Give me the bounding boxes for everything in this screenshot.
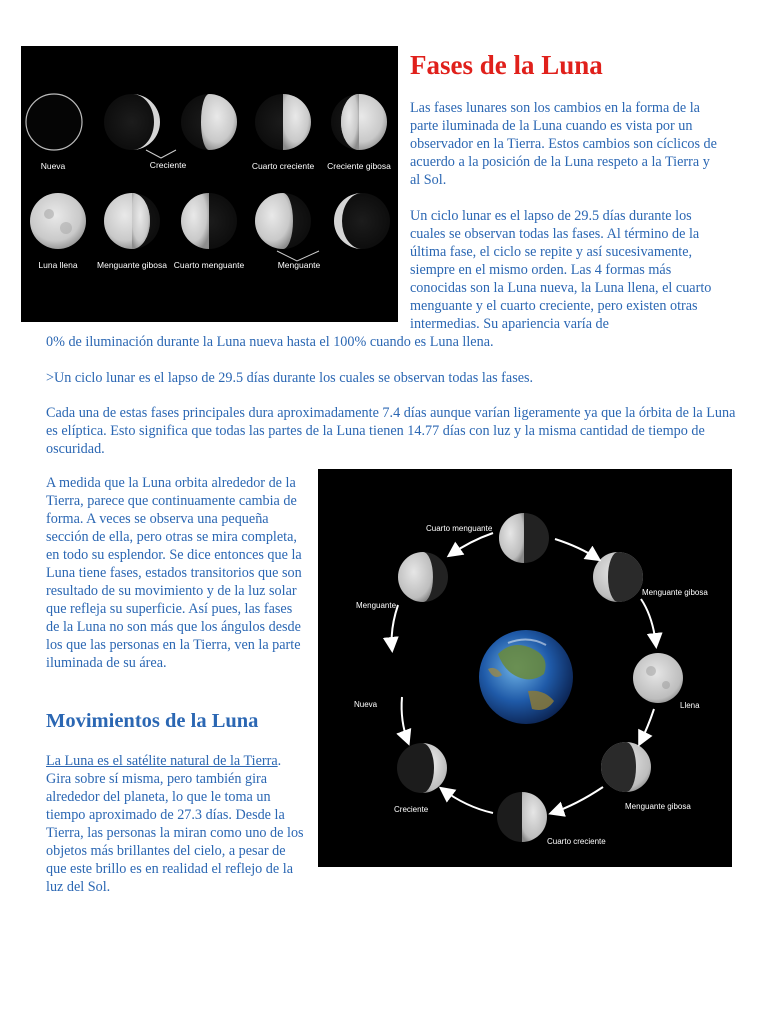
intro-paragraph-1 — [410, 99, 722, 189]
orbit-label-menguante-gibosa-top: Menguante gibosa — [642, 588, 708, 597]
orbit-moon-menguante-icon — [398, 552, 448, 602]
label-creciente: Creciente — [149, 160, 187, 170]
intro-paragraph-2-bottom — [46, 333, 726, 351]
orbit-moon-cuarto-creciente-icon — [497, 792, 547, 842]
orbit-moon-menguante-gibosa-bottom-icon — [601, 742, 651, 792]
movement-text — [46, 752, 304, 896]
moon-orbit-figure — [318, 469, 732, 867]
section-subtitle: Movimientos de la Luna — [46, 710, 259, 732]
intro-paragraph-2-top — [410, 207, 722, 333]
orbit-moon-cuarto-menguante-icon — [499, 513, 549, 563]
orbit-label-cuarto-menguante: Cuarto menguante — [426, 524, 493, 533]
paragraph-orbit — [46, 474, 304, 672]
moon-phases-figure — [21, 46, 398, 322]
orbit-moon-menguante-gibosa-top-icon — [593, 552, 643, 602]
moon-nueva-icon — [26, 94, 82, 150]
moon-cuarto-menguante-icon — [181, 193, 237, 249]
page-title: Fases de la Luna — [410, 50, 603, 80]
moon-luna-llena-icon — [30, 193, 86, 249]
intro-text-1: Las fases lunares son los cambios en la forma de la parte iluminada de la Luna cuando es vista por un observador en la Tierra. Estos cambios son cíclicos de acuerdo a la posición de la Luna respeto a la Tierra y al Sol. — [410, 100, 717, 188]
paragraph-cycle — [46, 369, 736, 387]
moon-cuarto-creciente-icon — [181, 94, 237, 150]
orbit-moon-llena-icon — [633, 653, 683, 703]
label-menguante: Menguante — [277, 260, 321, 270]
moon-menguante-gibosa-icon — [104, 193, 160, 249]
orbit-moon-creciente-icon — [397, 743, 447, 793]
orbit-label-creciente: Creciente — [394, 805, 429, 814]
label-menguante-gibosa: Menguante gibosa — [97, 260, 167, 270]
label-cuarto-menguante: Cuarto menguante — [173, 260, 245, 270]
label-creciente-gibosa: Creciente gibosa — [327, 161, 391, 171]
moon-menguante-icon — [255, 193, 311, 249]
orbit-label-nueva: Nueva — [354, 700, 378, 709]
intro-text-2-top: Un ciclo lunar es el lapso de 29.5 días durante los cuales se observan todas las fases. Al término de la última fase, el ciclo se repite y así sucesivamente, siempre en el mismo orden. Las 4 formas más conocidas son la Luna nueva, la Luna llena, el cuarto menguante y el cuarto creciente, pero existen otras intermedias. Su apariencia varía de — [410, 208, 712, 332]
paragraph-phase-duration — [46, 404, 736, 458]
moon-creciente-gibosa-icon — [331, 94, 387, 150]
paragraph-movement — [46, 752, 304, 896]
moon-cuarto-creciente-icon — [255, 94, 311, 150]
orbit-label-menguante: Menguante — [356, 601, 397, 610]
moon-menguante-icon — [334, 193, 390, 249]
orbit-label-menguante-gibosa-bottom: Menguante gibosa — [625, 802, 691, 811]
moon-creciente-icon — [104, 94, 160, 150]
phase-duration-text: Cada una de estas fases principales dura aproximadamente 7.4 días aunque varían ligeramente ya que la órbita de la Luna es elíptica. Esto significa que todas las partes de la Luna tienen 14.77 días con luz y la misma cantidad de tiempo de oscuridad. — [46, 405, 736, 457]
orbit-text: A medida que la Luna orbita alrededor de la Tierra, parece que continuamente cambia de forma. A veces se observa una pequeña sección de ella, pero otras se mira completa, en todo su esplendor. Se dice entonces que la Luna tiene fases, estados transitorios que son resultado de su movimiento y de la luz solar que refleja su superficie. Así pues, las fases de la Luna no son más que los ángulos desde los que las personas en la Tierra, ven la parte iluminada de su área. — [46, 475, 302, 671]
label-nueva: Nueva — [40, 161, 66, 171]
orbit-label-cuarto-creciente: Cuarto creciente — [547, 837, 606, 846]
orbit-label-llena: Llena — [680, 701, 700, 710]
movement-rest-text: . Gira sobre sí misma, pero también gira alrededor del planeta, lo que le toma un tiempo aproximado de 27.3 días. Desde la Tierra, las personas la miran como uno de los objetos más brillantes del cielo, a pesar de que este brillo es en realidad el reflejo de la luz del Sol. — [46, 753, 304, 895]
satellite-link[interactable]: La Luna es el satélite natural de la Tierra — [46, 753, 278, 769]
earth-icon — [479, 630, 573, 724]
cycle-text: >Un ciclo lunar es el lapso de 29.5 días durante los cuales se observan todas las fases. — [46, 370, 534, 386]
moon-phases-illustration — [21, 46, 398, 322]
label-cuarto-creciente: Cuarto creciente — [251, 161, 315, 171]
intro-text-2-bottom: 0% de iluminación durante la Luna nueva hasta el 100% cuando es Luna llena. — [46, 334, 494, 350]
label-luna-llena: Luna llena — [38, 260, 78, 270]
